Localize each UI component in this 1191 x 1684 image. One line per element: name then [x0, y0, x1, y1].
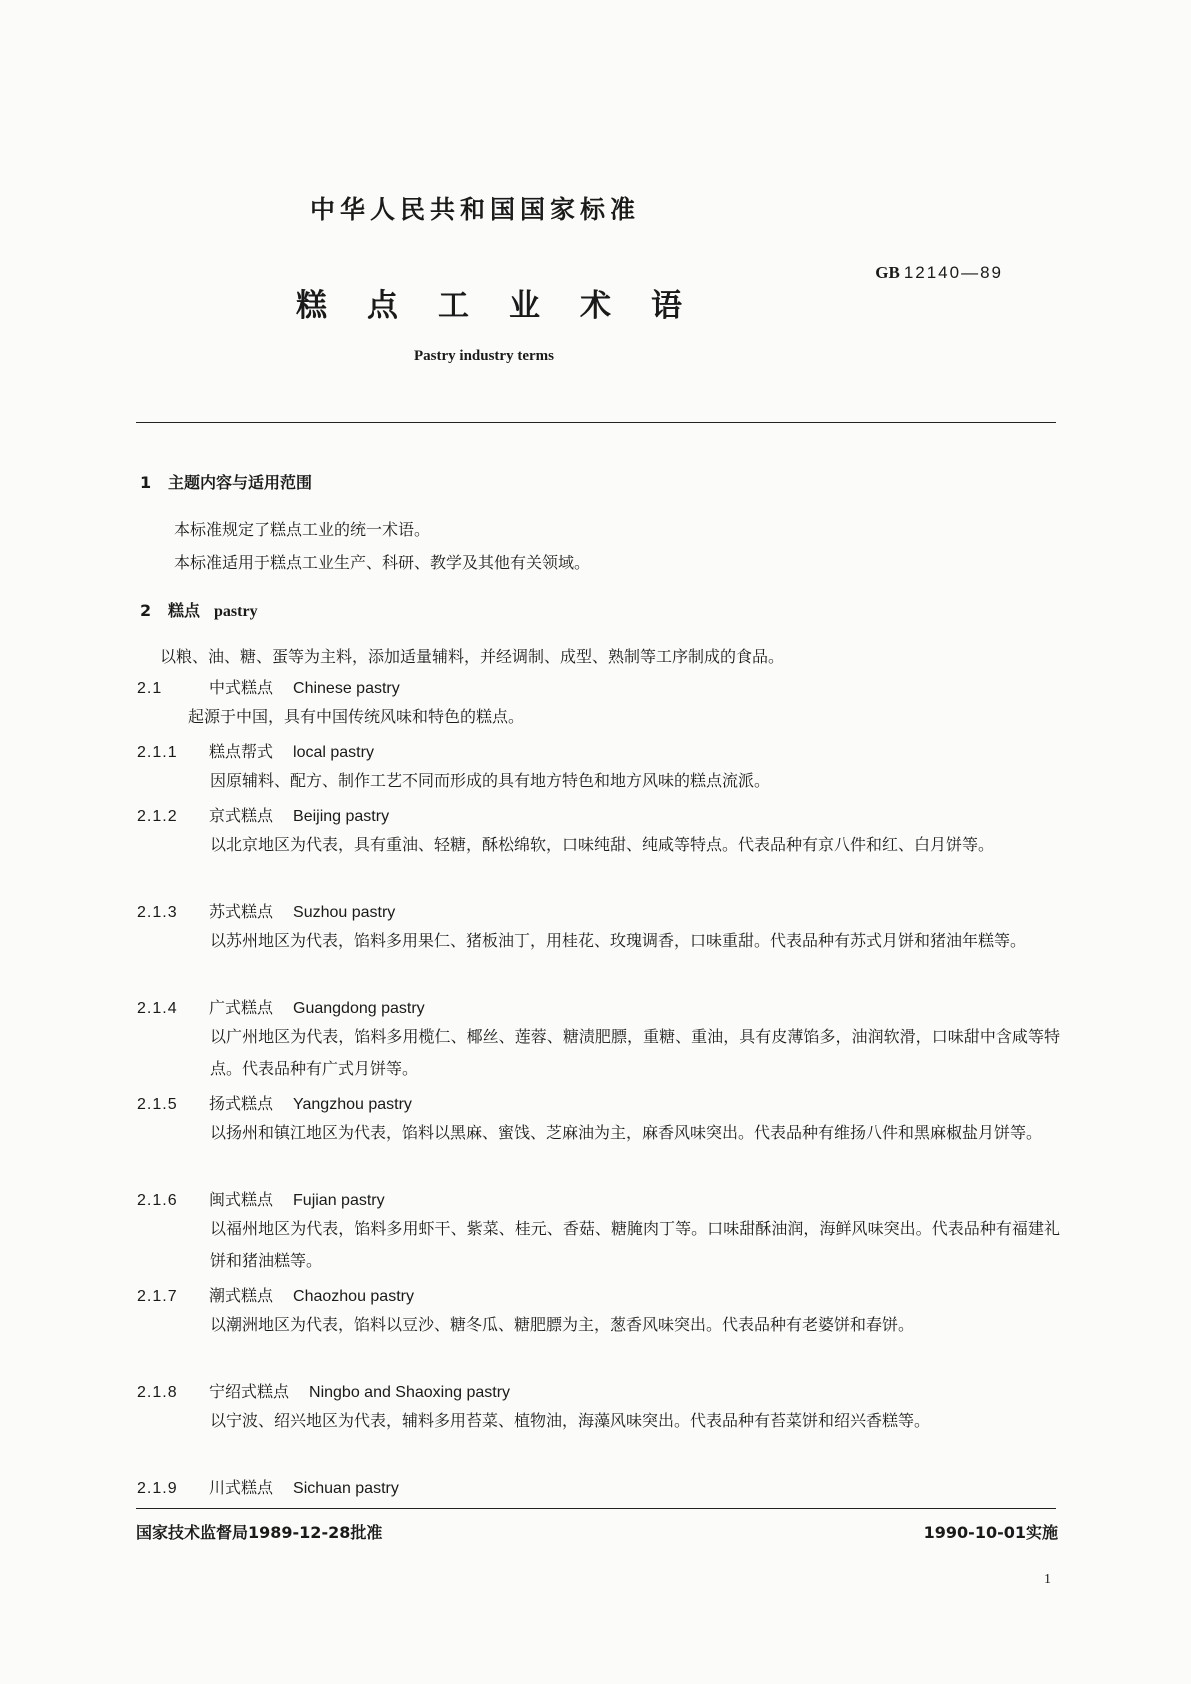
section-number: 2 — [140, 601, 152, 620]
term-heading — [137, 1283, 414, 1306]
term-number: 2.1.6 — [137, 1192, 178, 1209]
term-heading — [137, 803, 389, 826]
term-definition: 以潮洲地区为代表，馅料以豆沙、糖冬瓜、糖肥膘为主，葱香风味突出。代表品种有老婆饼和春饼。 — [210, 1315, 915, 1334]
term-number: 2.1.4 — [137, 1000, 178, 1017]
term-zh: 扬式糕点 — [209, 1094, 274, 1113]
section-title: 主题内容与适用范围 — [168, 473, 313, 492]
section-1-paragraph: 本标准规定了糕点工业的统一术语。 — [174, 520, 431, 539]
document-title: 糕点工业术语 — [296, 288, 722, 324]
term-zh: 潮式糕点 — [209, 1286, 274, 1305]
term-en: Guangdong pastry — [293, 1000, 425, 1017]
term-heading — [137, 1091, 412, 1114]
term-heading — [137, 899, 395, 922]
section-2-heading — [140, 598, 258, 621]
term-definition: 起源于中国，具有中国传统风味和特色的糕点。 — [188, 707, 525, 726]
section-title: 糕点 — [168, 601, 201, 620]
term-definition: 因原辅料、配方、制作工艺不同而形成的具有地方特色和地方风味的糕点流派。 — [210, 771, 771, 790]
term-definition: 以福州地区为代表，馅料多用虾干、紫菜、桂元、香菇、糖腌肉丁等。口味甜酥油润，海鲜风味突出。代表品种有福建礼饼和猪油糕等。 — [210, 1219, 1060, 1270]
term-zh: 苏式糕点 — [209, 902, 274, 921]
term-definition: 以宁波、绍兴地区为代表，辅料多用苔菜、植物油，海藻风味突出。代表品种有苔菜饼和绍兴香糕等。 — [210, 1411, 931, 1430]
term-number: 2.1 — [137, 680, 163, 697]
term-definition: 以北京地区为代表，具有重油、轻糖，酥松绵软，口味纯甜、纯咸等特点。代表品种有京八件和红、白月饼等。 — [210, 835, 995, 854]
term-definition: 以苏州地区为代表，馅料多用果仁、猪板油丁，用桂花、玫瑰调香，口味重甜。代表品种有苏式月饼和猪油年糕等。 — [210, 931, 1027, 950]
term-en: Beijing pastry — [293, 808, 390, 825]
gb-prefix: GB — [875, 263, 900, 282]
term-zh: 京式糕点 — [209, 806, 274, 825]
implementation-date: 1990-10-01实施 — [923, 1523, 1058, 1542]
term-zh: 糕点帮式 — [209, 742, 274, 761]
term-en: Fujian pastry — [293, 1192, 385, 1209]
header-divider — [136, 422, 1056, 423]
term-en: Chaozhou pastry — [293, 1288, 414, 1305]
term-number: 2.1.1 — [137, 744, 178, 761]
term-definition: 以广州地区为代表，馅料多用榄仁、椰丝、莲蓉、糖渍肥膘，重糖、重油，具有皮薄馅多，油润软滑，口味甜中含咸等特点。代表品种有广式月饼等。 — [210, 1027, 1060, 1078]
term-zh: 闽式糕点 — [209, 1190, 274, 1209]
term-number: 2.1.7 — [137, 1288, 178, 1305]
term-heading — [137, 675, 400, 698]
term-zh: 中式糕点 — [209, 678, 274, 697]
term-number: 2.1.2 — [137, 808, 178, 825]
term-en: local pastry — [293, 744, 374, 761]
document-subtitle: Pastry industry terms — [414, 348, 554, 364]
term-number: 2.1.3 — [137, 904, 178, 921]
term-definition: 以扬州和镇江地区为代表，馅料以黑麻、蜜饯、芝麻油为主，麻香风味突出。代表品种有维扬八件和黑麻椒盐月饼等。 — [210, 1123, 1043, 1142]
term-en: Suzhou pastry — [293, 904, 396, 921]
national-standard-heading: 中华人民共和国国家标准 — [310, 195, 641, 224]
term-heading — [137, 1475, 399, 1498]
gb-number: 12140—89 — [903, 263, 1003, 282]
term-en: Yangzhou pastry — [293, 1096, 412, 1113]
term-number: 2.1.9 — [137, 1480, 178, 1497]
section-2-definition: 以粮、油、糖、蛋等为主料，添加适量辅料，并经调制、成型、熟制等工序制成的食品。 — [160, 647, 785, 666]
section-1-heading — [140, 470, 312, 493]
term-number: 2.1.8 — [137, 1384, 178, 1401]
term-heading — [137, 739, 374, 762]
term-heading — [137, 1187, 385, 1210]
term-heading — [137, 1379, 510, 1402]
term-zh: 宁绍式糕点 — [209, 1382, 290, 1401]
term-en: Sichuan pastry — [293, 1480, 399, 1497]
gb-code — [875, 263, 1003, 283]
term-en: Chinese pastry — [293, 680, 400, 697]
page-number: 1 — [1044, 1572, 1051, 1587]
section-1-paragraph: 本标准适用于糕点工业生产、科研、教学及其他有关领域。 — [174, 553, 591, 572]
term-heading — [137, 995, 425, 1018]
term-zh: 广式糕点 — [209, 998, 274, 1017]
term-number: 2.1.5 — [137, 1096, 178, 1113]
approval-date: 国家技术监督局1989-12-28批准 — [136, 1523, 383, 1542]
term-en: Ningbo and Shaoxing pastry — [309, 1384, 511, 1401]
section-number: 1 — [140, 473, 152, 492]
footer-divider — [136, 1508, 1056, 1509]
section-title-en: pastry — [214, 603, 258, 620]
term-zh: 川式糕点 — [209, 1478, 274, 1497]
